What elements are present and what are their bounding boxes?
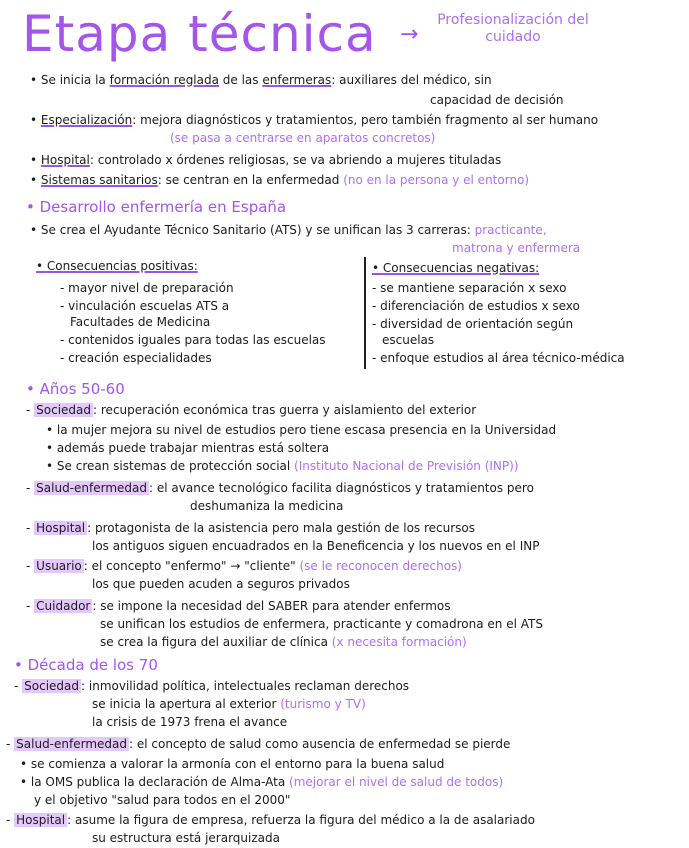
intro-line-1: • Se inicia la formación reglada de las enfermeras: auxiliares del médico, sin — [30, 73, 492, 87]
anios-cuidador-cont: se crea la figura del auxiliar de clínica (x necesita formación) — [100, 635, 467, 649]
intro-hospital: • Hospital: controlado x órdenes religiosas, se va abriendo a mujeres tituladas — [30, 153, 502, 167]
intro-sistemas: • Sistemas sanitarios: se centran en la enfermedad (no en la persona y el entorno) — [30, 173, 530, 187]
negativas-item: - se mantiene separación x sexo — [372, 281, 567, 295]
anios-hospital-cont: los antiguos siguen encuadrados en la Beneficencia y los nuevos en el INP — [92, 539, 540, 553]
positivas-item: - creación especialidades — [60, 351, 212, 365]
anios-usuario: - Usuario : el concepto "enfermo" → "cliente" (se le reconocen derechos) — [26, 559, 462, 573]
decada-salud: - Salud-enfermedad : el concepto de salud como ausencia de enfermedad se pierde — [6, 737, 511, 751]
column-divider — [364, 257, 366, 369]
negativas-heading: • Consecuencias negativas: — [372, 261, 540, 275]
page-title: Etapa técnica — [22, 5, 377, 63]
decada-sub: • se comienza a valorar la armonía con el entorno para la buena salud — [20, 757, 445, 771]
intro-line-1-cont: capacidad de decisión — [430, 93, 564, 107]
decada-sociedad-cont: se inicia la apertura al exterior (turismo y TV) — [92, 697, 366, 711]
anios-salud: - Salud-enfermedad : el avance tecnológico facilita diagnósticos y tratamientos pero — [26, 481, 534, 495]
negativas-item: - diversidad de orientación según — [372, 317, 574, 331]
page-subtitle: Profesionalización del cuidado — [437, 12, 589, 45]
section-desarrollo: • Desarrollo enfermería en España — [26, 198, 287, 216]
intro-especializacion-note: (se pasa a centrarse en aparatos concretos) — [170, 131, 436, 145]
positivas-item: - mayor nivel de preparación — [60, 281, 234, 295]
decada-sub: • la OMS publica la declaración de Alma-Ata (mejorar el nivel de salud de todos) — [20, 775, 504, 789]
negativas-item-cont: escuelas — [382, 333, 435, 347]
decada-hospital-cont: su estructura está jerarquizada — [92, 831, 280, 845]
intro-especializacion: • Especialización: mejora diagnósticos y tratamientos, pero también fragmento al ser humano — [30, 113, 599, 127]
title-arrow-icon: → — [400, 22, 419, 47]
positivas-item: - contenidos iguales para todas las escuelas — [60, 333, 326, 347]
positivas-item: - vinculación escuelas ATS a — [60, 299, 230, 313]
positivas-heading: • Consecuencias positivas: — [36, 259, 198, 273]
negativas-item: - enfoque estudios al área técnico-médica — [372, 351, 625, 365]
ats-line-cont: matrona y enfermera — [452, 241, 581, 255]
positivas-item-cont: Facultades de Medicina — [70, 315, 211, 329]
anios-hospital: - Hospital : protagonista de la asistencia pero mala gestión de los recursos — [26, 521, 476, 535]
anios-cuidador: - Cuidador : se impone la necesidad del SABER para atender enfermos — [26, 599, 451, 613]
section-anios-50-60: • Años 50-60 — [26, 380, 125, 398]
anios-cuidador-cont: se unifican los estudios de enfermera, practicante y comadrona en el ATS — [100, 617, 543, 631]
decada-sub-cont: y el objetivo "salud para todos en el 2000" — [34, 793, 291, 807]
anios-sub: • Se crean sistemas de protección social (Instituto Nacional de Previsión (INP)) — [46, 459, 519, 473]
negativas-item: - diferenciación de estudios x sexo — [372, 299, 580, 313]
anios-sub: • además puede trabajar mientras está soltera — [46, 441, 330, 455]
decada-sociedad: - Sociedad : inmovilidad política, intelectuales reclaman derechos — [14, 679, 410, 693]
anios-sub: • la mujer mejora su nivel de estudios pero tiene escasa presencia en la Universidad — [46, 423, 557, 437]
ats-line: • Se crea el Ayudante Técnico Sanitario (ATS) y se unifican las 3 carreras: practicante, — [30, 223, 547, 237]
decada-hospital: - Hospital : asume la figura de empresa, refuerza la figura del médico a la de asalariado — [6, 813, 535, 827]
anios-usuario-cont: los que pueden acuden a seguros privados — [92, 577, 350, 591]
section-decada-70: • Década de los 70 — [14, 656, 158, 674]
anios-salud-cont: deshumaniza la medicina — [190, 499, 344, 513]
decada-sociedad-cont: la crisis de 1973 frena el avance — [92, 715, 288, 729]
anios-sociedad: - Sociedad : recuperación económica tras guerra y aislamiento del exterior — [26, 403, 477, 417]
